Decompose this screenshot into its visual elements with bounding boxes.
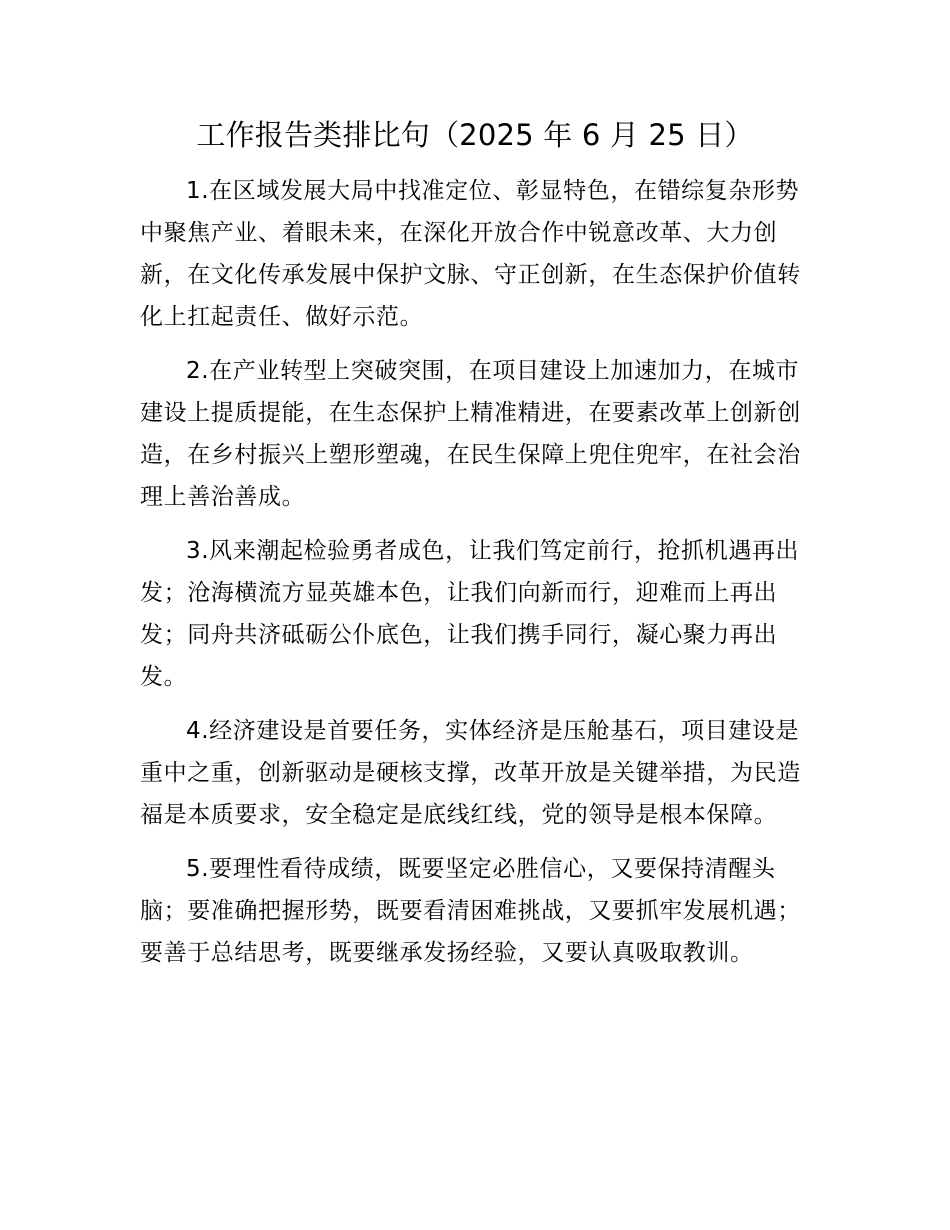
paragraph-4: 4.经济建设是首要任务，实体经济是压舱基石，项目建设是重中之重，创新驱动是硬核支撑，改革开放是关键举措，为民造福是本质要求，安全稳定是底线红线，党的领导是根本保障。 — [140, 718, 801, 828]
paragraph-3: 3.风来潮起检验勇者成色，让我们笃定前行，抢抓机遇再出发；沧海横流方显英雄本色，让我们向新而行，迎难而上再出发；同舟共济砥砺公仆底色，让我们携手同行，凝心聚力再出发。 — [140, 538, 800, 690]
paragraph-2: 2.在产业转型上突破突围，在项目建设上加速加力，在城市建设上提质提能，在生态保护上精准精进，在要素改革上创新创造，在乡村振兴上塑形塑魂，在民生保障上兜住兜牢，在社会治理上善治善成。 — [140, 358, 801, 510]
page-title: 工作报告类排比句（2025 年 6 月 25 日） — [196, 118, 754, 152]
paragraph-5: 5.要理性看待成绩，既要坚定必胜信心，又要保持清醒头脑；要准确把握形势，既要看清困难挑战，又要抓牢发展机遇；要善于总结思考，既要继承发扬经验，又要认真吸取教训。 — [140, 856, 801, 966]
paragraph-1: 1.在区域发展大局中找准定位、彰显特色，在错综复杂形势中聚焦产业、着眼未来，在深化开放合作中锐意改革、大力创新，在文化传承发展中保护文脉、守正创新，在生态保护价值转化上扛起责任、做好示范。 — [140, 178, 801, 330]
document-body — [140, 170, 810, 986]
